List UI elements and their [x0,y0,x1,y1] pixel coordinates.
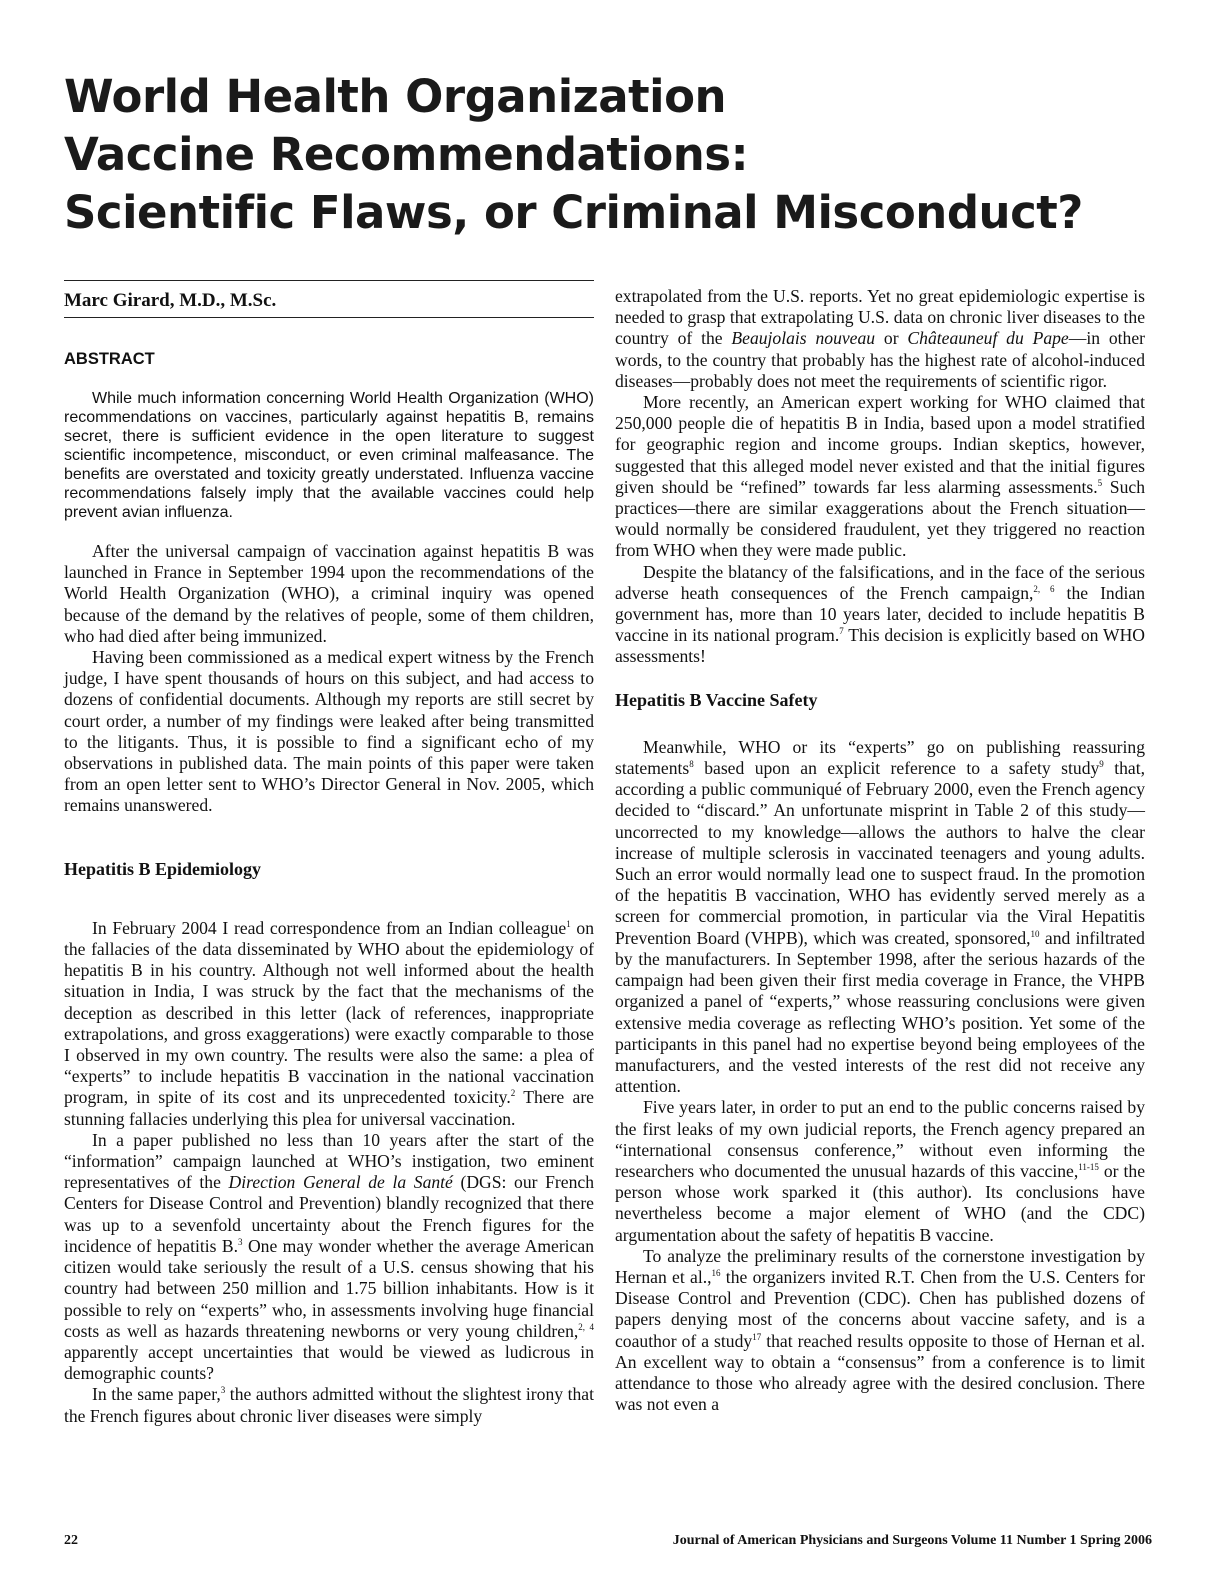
reference-mark: 16 [711,1268,721,1279]
abstract-heading: ABSTRACT [64,350,155,368]
reference-mark: 3 [238,1237,243,1248]
author-rule-bottom [64,317,594,318]
epidemiology-paragraph-1: In February 2004 I read correspondence from an Indian colleague$^1$ on the fallacies of the data disseminated by WHO about the epidemiology of hepatitis B in his country. Although not well informed about the health situation in India, I was struck by the fact that the mechanisms of the deception as described in this letter (lack of references, inappropriate extrapolations, and gross exaggerations) were exactly comparable to those I observed in my own country. The results were also the same: a plea of “experts” to include hepatitis B vaccination in the national vaccination program, in spite of its cost and its unprecedented toxicity.$^2$ There are stunning fallacies underlying this plea for universal vaccination. [64,917,594,1129]
journal-footer: Journal of American Physicians and Surgeons Volume 11 Number 1 Spring 2006 [672,1533,1152,1548]
intro-paragraph-1: After the universal campaign of vaccination against hepatitis B was launched in France in September 1994 upon the recommendations of the World Health Organization (WHO), a criminal inquiry was opened because of the demand by the relatives of people, some of them children, who had died after being immunized. [64,541,594,646]
reference-mark: 2, 4 [578,1321,594,1332]
reference-mark: 1 [566,918,571,929]
author-name: Marc Girard, M.D., M.Sc. [64,290,277,311]
epidemiology-paragraph-2: In a paper published no less than 10 years after the start of the “information” campaign launched at WHO’s instigation, two eminent representatives of the Direction General de la Santé (DGS: our French Centers for Disease Control and Prevention) blandly recognized that there was up to a sevenfold uncertainty about the French figures for the incidence of hepatitis B.$^3$ One may wonder whether the average American citizen would take seriously the result of a U.S. census showing that his country had between 250 million and 1.75 billion inhabitants. How is it possible to rely on “experts” who, in assessments involving huge financial costs as well as hazards threatening newborns or very young children,$^{2, 4}$ apparently accept uncertainties that would be viewed as ludicrous in demographic counts? [64,1129,594,1384]
right-paragraph-3: Despite the blatancy of the falsifications, and in the face of the serious adverse heath consequences of the French campaign,$^{2, 6}$ the Indian government has, more than 10 years later, decided to include hepatitis B vaccine in its national program.$^7$ This decision is explicitly based on WHO assessments! [615,561,1146,667]
continued-paragraph: extrapolated from the U.S. reports. Yet no great epidemiologic expertise is needed to grasp that extrapolating U.S. data on chronic liver diseases to the country of the Beaujolais nouveau or Châteauneuf du Pape—in other words, to the country that probably has the highest rate of alcohol-induced diseases—probably does not meet the requirements of scientific rigor. [615,286,1146,391]
reference-mark: 9 [1099,759,1104,770]
reference-mark: 3 [220,1385,226,1396]
reference-mark: 2, 6 [1033,583,1055,594]
reference-mark: 7 [839,626,844,637]
title-line-3: Scientific Flaws, or Criminal Misconduct? [64,186,1083,239]
right-paragraph-2: More recently, an American expert working for WHO claimed that 250,000 people die of hepatitis B in India, based upon a model stratified for geographic region and income groups. Indian skeptics, however, suggested that this alleged model never existed and that the initial figures given should be “refined” towards far less alarming assessments.$^5$ Such practices—there are similar exaggerations about the French situation—would normally be considered fraudulent, yet they triggered no reaction from WHO when they were made public. [615,392,1145,561]
abstract-text: While much information concerning World Health Organization (WHO) recommendations on vaccines, particularly against hepatitis B, remains secret, there is sufficient evidence in the open literature to suggest scientific incompetence, misconduct, or even criminal malfeasance. The benefits are overstated and toxicity greatly understated. Influenza vaccine recommendations falsely imply that the available vaccines could help prevent avian influenza. [64,390,594,521]
article-title [64,68,1164,242]
reference-mark: 11-15 [1078,1162,1099,1173]
section-heading-vaccine-safety: Hepatitis B Vaccine Safety [615,689,818,710]
safety-paragraph-3: To analyze the preliminary results of the cornerstone investigation by Hernan et al.,$^{16}$ the organizers invited R.T. Chen from the U.S. Centers for Disease Control and Prevention (CDC). Chen has published dozens of papers denying most of the concerns about vaccine safety, and is a coauthor of a study$^{17}$ that reached results opposite to those of Hernan et al. An excellent way to obtain a “consensus” from a conference is to limit attendance to those who already agree with the desired conclusion. There was not even a [615,1245,1145,1415]
reference-mark: 8 [689,759,694,770]
reference-mark: 17 [752,1331,762,1342]
right-column [615,286,1145,1415]
reference-mark: 10 [1030,928,1040,939]
reference-mark: 5 [1097,477,1103,488]
epidemiology-paragraph-3: In the same paper,$^3$ the authors admitted without the slightest irony that the French figures about chronic liver diseases were simply [64,1384,594,1426]
title-line-2: Vaccine Recommendations: [64,128,749,181]
safety-paragraph-1: Meanwhile, WHO or its “experts” go on publishing reassuring statements$^8$ based upon an explicit reference to a safety study$^9$ that, according a public communiqué of February 2000, even the French agency decided to “discard.” An unfortunate misprint in Table 2 of this study—uncorrected to my knowledge—allows the authors to halve the clear increase of multiple sclerosis in vaccinated teenagers and young adults. Such an error would normally lead one to suspect fraud. In the promotion of the hepatitis B vaccination, WHO has evidently served merely as a screen for commercial promotion, in particular via the Viral Hepatitis Prevention Board (VHPB), which was created, sponsored,$^{10}$ and infiltrated by the manufacturers. In September 1998, after the serious hazards of the campaign had been given their first media coverage in France, the VHPB organized a panel of “experts,” whose reassuring conclusions were given extensive media coverage as reflecting WHO’s position. Yet some of the participants in this panel had no expertise beyond being employees of the manufacturers, and the vested interests of the rest did not receive any attention. [615,736,1146,1097]
page-number: 22 [64,1533,78,1548]
author-rule-top [64,280,594,281]
title-line-1: World Health Organization [64,70,727,123]
reference-mark: 2 [510,1088,516,1099]
left-column [64,541,594,1427]
intro-paragraph-2: Having been commissioned as a medical expert witness by the French judge, I have spent thousands of hours on this subject, and had access to dozens of confidential documents. Although my reports are still secret by court order, a number of my findings were leaked after being transmitted to the litigants. Thus, it is possible to find a significant echo of my observations in published data. The main points of this paper were taken from an open letter sent to WHO’s Director General in Nov. 2005, which remains unanswered. [64,647,594,816]
section-heading-epidemiology: Hepatitis B Epidemiology [64,858,262,879]
safety-paragraph-2: Five years later, in order to put an end to the public concerns raised by the first leaks of my own judicial reports, the French agency prepared an “international consensus conference,” without even informing the researchers who documented the unusual hazards of this vaccine,$^{11-15}$ or the person whose work sparked it (this author). Its conclusions have nevertheless become a major element of WHO (and the CDC) argumentation about the safety of hepatitis B vaccine. [615,1097,1145,1245]
